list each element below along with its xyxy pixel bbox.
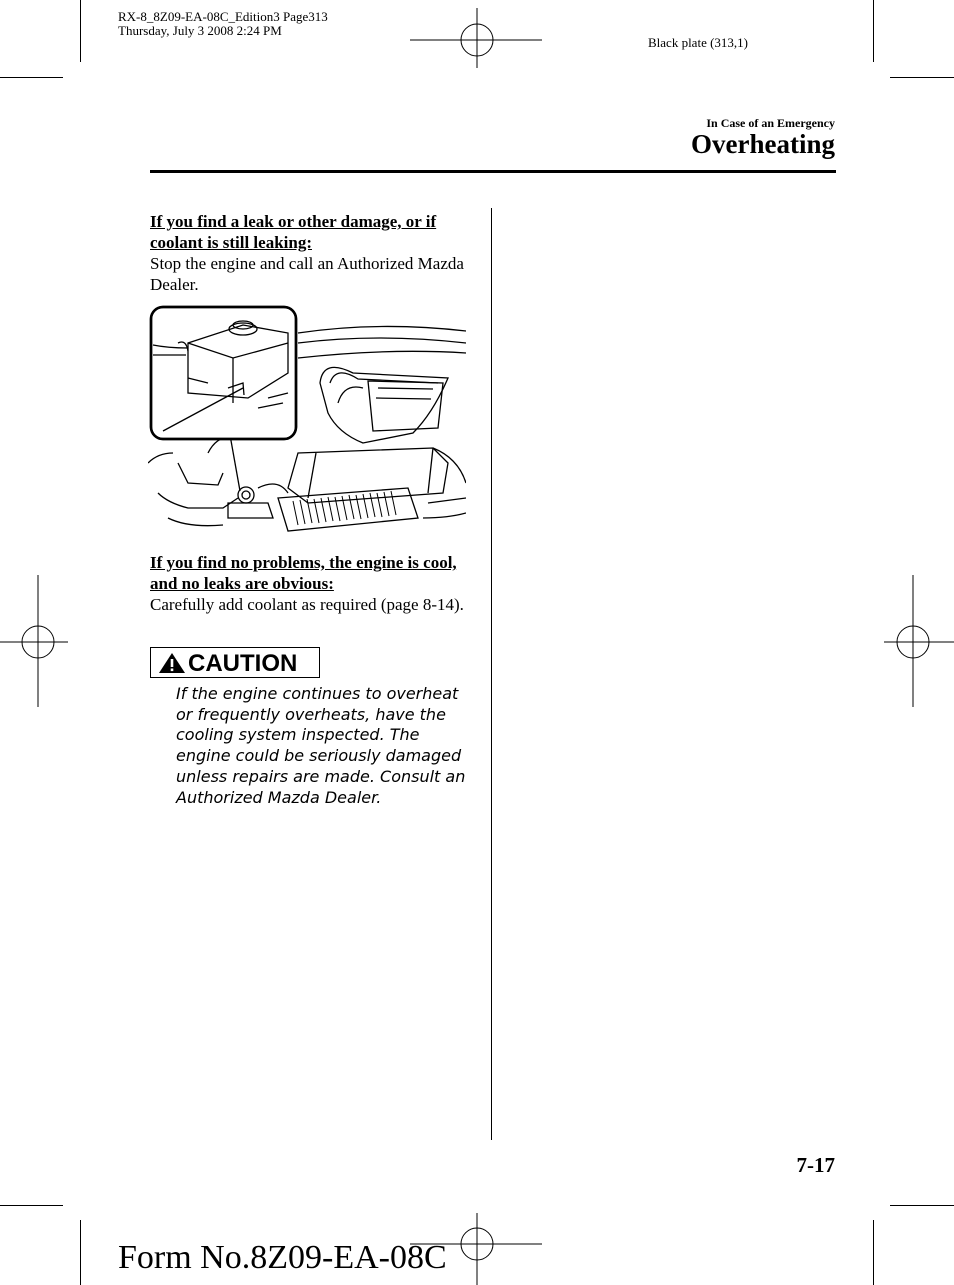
registration-mark-top (410, 8, 542, 68)
page-title: Overheating (691, 129, 835, 159)
caution-box (150, 647, 320, 678)
page-number: 7-17 (796, 1153, 835, 1177)
print-header-date: Thursday, July 3 2008 2:24 PM (118, 23, 282, 38)
noproblem-heading: If you find no problems, the engine is cool, and no leaks are obvious: (150, 553, 457, 593)
section-label: In Case of an Emergency (706, 116, 835, 130)
caution-label: CAUTION (188, 650, 298, 677)
noproblem-text: Carefully add coolant as required (page 8-14). (150, 595, 464, 614)
caution-text: If the engine continues to overheat or frequently overheats, have the cooling system inspected. The engine could be seriously damaged unless repairs are made. Consult an Authorized Mazda Dealer. (176, 684, 466, 807)
print-header-plate: Black plate (313,1) (648, 35, 748, 50)
column-divider (491, 208, 492, 1140)
form-number: Form No.8Z09-EA-08C (118, 1239, 447, 1276)
registration-mark-left (0, 575, 68, 707)
engine-bay-illustration (148, 303, 466, 538)
warning-triangle-icon (158, 652, 186, 674)
leak-text: Stop the engine and call an Authorized Mazda Dealer. (150, 254, 464, 294)
leak-heading: If you find a leak or other damage, or if coolant is still leaking: (150, 212, 437, 252)
print-header-file: RX-8_8Z09-EA-08C_Edition3 Page313 (118, 9, 328, 24)
registration-mark-right (884, 575, 954, 707)
title-rule (150, 170, 836, 173)
